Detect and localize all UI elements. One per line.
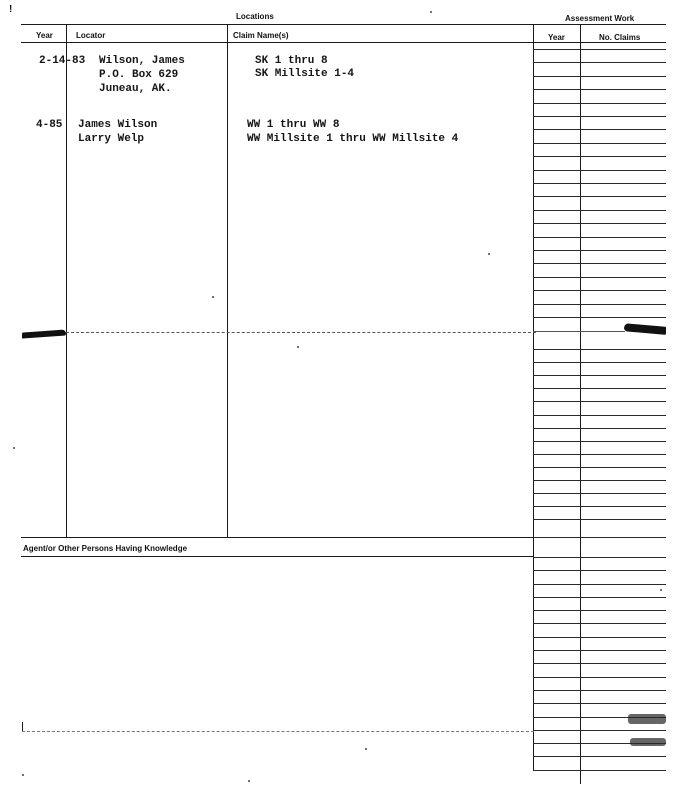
assessment-ruled-line bbox=[533, 250, 666, 251]
assessment-ruled-line bbox=[533, 277, 666, 278]
assessment-ruled-line bbox=[533, 49, 666, 50]
scan-artifact-bottom-line bbox=[22, 731, 534, 733]
entry-1-locator-line-2: P.O. Box 629 bbox=[99, 69, 179, 81]
speck bbox=[22, 774, 24, 776]
assessment-ruled-line bbox=[533, 467, 666, 468]
entry-2-locator-line-1: James Wilson bbox=[78, 119, 158, 131]
scan-artifact-line-right bbox=[533, 331, 625, 332]
year-column-header: Year bbox=[36, 31, 53, 40]
assessment-ruled-line bbox=[533, 650, 666, 651]
claim-names-column-header: Claim Name(s) bbox=[233, 31, 289, 40]
assessment-ruled-line bbox=[533, 183, 666, 184]
assessment-ruled-line bbox=[533, 441, 666, 442]
assessment-ruled-line bbox=[533, 196, 666, 197]
entry-1-locator-line-1: Wilson, James bbox=[99, 55, 185, 67]
entry-1-claim-line-1: SK 1 thru 8 bbox=[255, 55, 328, 67]
speck bbox=[488, 253, 490, 255]
assessment-ruled-line bbox=[533, 290, 666, 291]
assessment-ruled-line bbox=[533, 317, 666, 318]
speck bbox=[365, 748, 367, 750]
assessment-ruled-line bbox=[533, 76, 666, 77]
assessment-ruled-line bbox=[533, 103, 666, 104]
assessment-ruled-line bbox=[533, 170, 666, 171]
entry-2-claim-line-1: WW 1 thru WW 8 bbox=[247, 119, 340, 131]
assessment-ruled-line bbox=[533, 428, 666, 429]
assessment-ruled-line bbox=[533, 730, 666, 731]
assessment-ruled-line bbox=[533, 62, 666, 63]
assessment-ruled-line bbox=[533, 610, 666, 611]
assessment-ruled-line bbox=[533, 743, 666, 744]
assessment-work-section-header: Assessment Work bbox=[565, 14, 635, 23]
entry-2-claim-line-2: WW Millsite 1 thru WW Millsite 4 bbox=[247, 133, 459, 145]
assessment-ruled-line bbox=[533, 570, 666, 571]
assessment-ruled-line bbox=[533, 401, 666, 402]
assessment-ruled-line bbox=[533, 156, 666, 157]
assessment-ruled-line bbox=[533, 349, 666, 350]
locations-section-header: Locations bbox=[236, 12, 274, 21]
entry-1-year: 2-14-83 bbox=[39, 55, 86, 67]
locations-bottom-rule bbox=[21, 537, 534, 538]
scan-blot-right bbox=[624, 323, 666, 335]
assessment-ruled-line bbox=[533, 690, 666, 691]
assessment-ruled-line bbox=[533, 557, 666, 558]
header-bottom-rule bbox=[21, 42, 666, 43]
assessment-ruled-line bbox=[533, 677, 666, 678]
entry-2-year: 4-85 bbox=[36, 119, 63, 131]
assessment-ruled-line bbox=[533, 717, 666, 718]
agent-label-rule bbox=[21, 556, 534, 557]
assessment-ruled-line bbox=[533, 493, 666, 494]
speck bbox=[13, 447, 15, 449]
assessment-ruled-line bbox=[533, 597, 666, 598]
locator-column-header: Locator bbox=[76, 31, 106, 40]
assessment-ruled-line bbox=[533, 584, 666, 585]
assessment-ruled-line bbox=[533, 143, 666, 144]
scan-blot-left bbox=[22, 329, 66, 338]
assessment-ruled-line bbox=[533, 415, 666, 416]
assessment-ruled-line bbox=[533, 375, 666, 376]
assessment-ruled-line bbox=[533, 519, 666, 520]
assessment-ruled-line bbox=[533, 663, 666, 664]
speck bbox=[660, 589, 662, 591]
entry-1-claim-line-2: SK Millsite 1-4 bbox=[255, 68, 355, 80]
assessment-ruled-line bbox=[533, 703, 666, 704]
assessment-ruled-line bbox=[533, 89, 666, 90]
assessment-ruled-line bbox=[533, 388, 666, 389]
speck bbox=[248, 780, 250, 782]
entry-2-locator-line-2: Larry Welp bbox=[78, 133, 145, 145]
assessment-ruled-line bbox=[533, 454, 666, 455]
assessment-ruled-line bbox=[533, 304, 666, 305]
assessment-ruled-line bbox=[533, 623, 666, 624]
assessment-ruled-line bbox=[533, 756, 666, 757]
assessment-ruled-line bbox=[533, 480, 666, 481]
scan-blot-bottom-2 bbox=[630, 738, 666, 746]
scan-blot-bottom-1 bbox=[628, 714, 666, 724]
assessment-ruled-line bbox=[533, 223, 666, 224]
agent-section-label: Agent/or Other Persons Having Knowledge bbox=[23, 544, 188, 553]
claims-assessment-divider bbox=[533, 24, 534, 770]
locator-claims-divider bbox=[227, 24, 228, 537]
assessment-ruled-line bbox=[533, 237, 666, 238]
header-top-rule bbox=[21, 24, 666, 25]
year-locator-divider bbox=[66, 24, 67, 537]
assessment-ruled-line bbox=[533, 770, 666, 771]
speck bbox=[430, 11, 432, 13]
assessment-ruled-line bbox=[533, 637, 666, 638]
assessment-ruled-line bbox=[533, 362, 666, 363]
assessment-ruled-line bbox=[533, 210, 666, 211]
assessment-ruled-line bbox=[533, 537, 666, 538]
assessment-ruled-line bbox=[533, 506, 666, 507]
assessment-ruled-line bbox=[533, 116, 666, 117]
assessment-inner-divider bbox=[580, 24, 581, 784]
assessment-ruled-line bbox=[533, 129, 666, 130]
assessment-claims-column-header: No. Claims bbox=[599, 33, 641, 42]
assessment-year-column-header: Year bbox=[548, 33, 565, 42]
scan-artifact-line bbox=[66, 332, 536, 334]
margin-mark: ! bbox=[9, 4, 13, 15]
speck bbox=[212, 296, 214, 298]
speck bbox=[297, 346, 299, 348]
entry-1-locator-line-3: Juneau, AK. bbox=[99, 83, 172, 95]
assessment-ruled-line bbox=[533, 263, 666, 264]
